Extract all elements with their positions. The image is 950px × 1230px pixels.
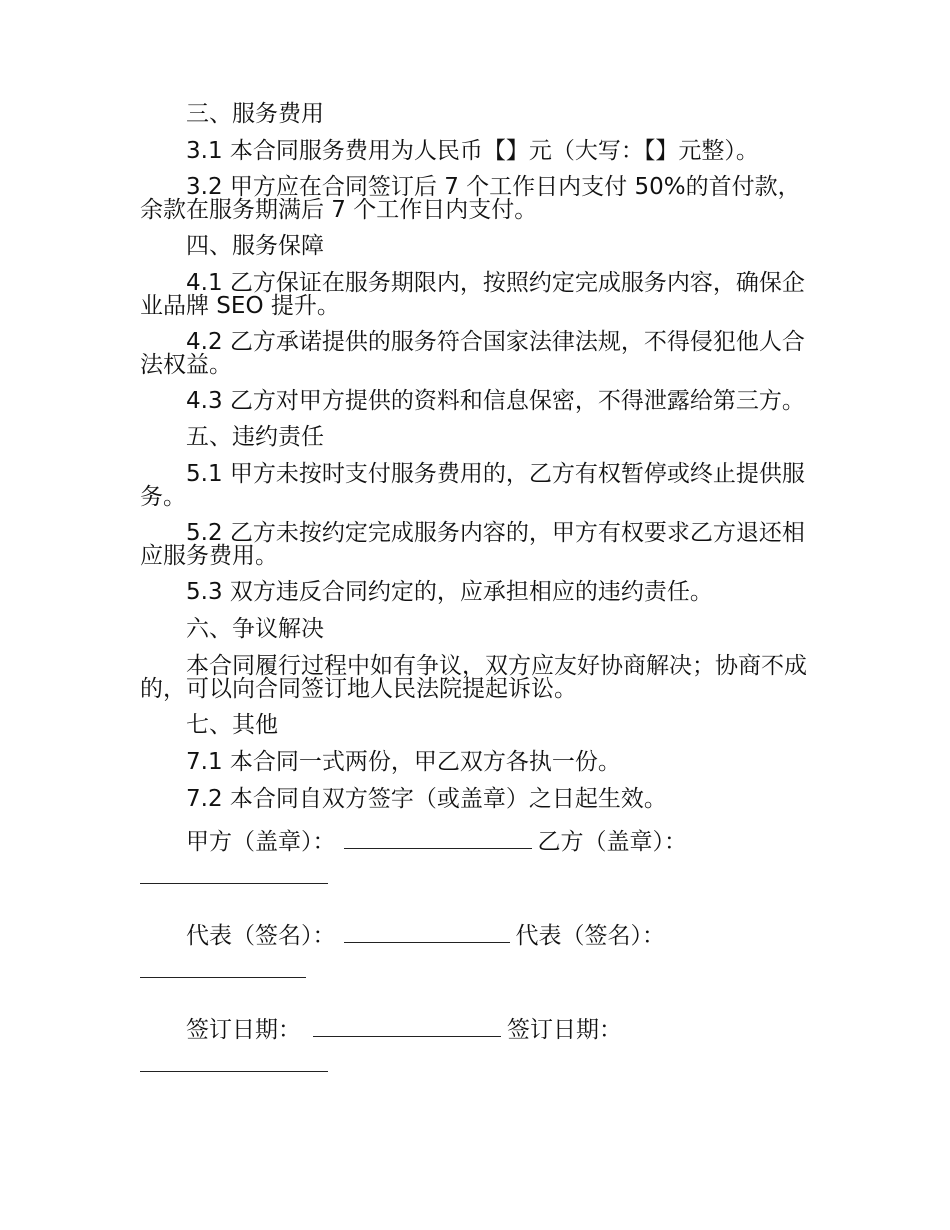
clause-3-2: 3.2 甲方应在合同签订后 7 个工作日内支付 50%的首付款，余款在服务期满后 7 个工作日内支付。 xyxy=(140,174,801,223)
contract-body xyxy=(140,103,810,1107)
party-b-seal-label: 乙方（盖章）： xyxy=(537,829,687,855)
date-a-line[interactable] xyxy=(313,1016,501,1037)
date-a-label: 签订日期： xyxy=(186,1017,301,1043)
clause-6-1: 本合同履行过程中如有争议，双方应友好协商解决；协商不成的，可以向合同签订地人民法院提起诉讼。 xyxy=(140,653,807,702)
section-heading-fees: 三、服务费用 xyxy=(186,101,324,127)
section-heading-other: 七、其他 xyxy=(186,712,278,738)
party-a-seal-label: 甲方（盖章）： xyxy=(186,829,336,855)
party-a-seal-line[interactable] xyxy=(344,828,532,849)
rep-b-label: 代表（签名）： xyxy=(515,923,665,949)
signature-row-date xyxy=(140,1013,810,1083)
clause-5-2: 5.2 乙方未按约定完成服务内容的，甲方有权要求乙方退还相应服务费用。 xyxy=(140,520,805,569)
clause-4-1: 4.1 乙方保证在服务期限内，按照约定完成服务内容，确保企业品牌 SEO 提升。 xyxy=(140,270,805,319)
clause-4-2: 4.2 乙方承诺提供的服务符合国家法律法规，不得侵犯他人合法权益。 xyxy=(140,329,805,378)
date-b-line[interactable] xyxy=(140,1051,328,1072)
party-b-seal-line[interactable] xyxy=(140,863,328,884)
section-heading-dispute: 六、争议解决 xyxy=(186,616,324,642)
rep-a-label: 代表（签名）： xyxy=(186,923,336,949)
clause-3-1: 3.1 本合同服务费用为人民币【】元（大写：【】元整）。 xyxy=(186,138,759,164)
clause-7-1: 7.1 本合同一式两份，甲乙双方各执一份。 xyxy=(186,749,621,775)
clause-5-1: 5.1 甲方未按时支付服务费用的，乙方有权暂停或终止提供服务。 xyxy=(140,461,805,510)
signature-row-seal xyxy=(140,825,810,895)
clause-4-3: 4.3 乙方对甲方提供的资料和信息保密，不得泄露给第三方。 xyxy=(186,388,805,414)
section-heading-guarantee: 四、服务保障 xyxy=(186,233,324,259)
rep-b-line[interactable] xyxy=(140,957,306,978)
signature-row-representative xyxy=(140,919,810,989)
clause-5-3: 5.3 双方违反合同约定的，应承担相应的违约责任。 xyxy=(186,579,713,605)
rep-a-line[interactable] xyxy=(344,922,510,943)
section-heading-liability: 五、违约责任 xyxy=(186,424,324,450)
clause-7-2: 7.2 本合同自双方签字（或盖章）之日起生效。 xyxy=(186,786,667,812)
date-b-label: 签订日期： xyxy=(507,1017,622,1043)
